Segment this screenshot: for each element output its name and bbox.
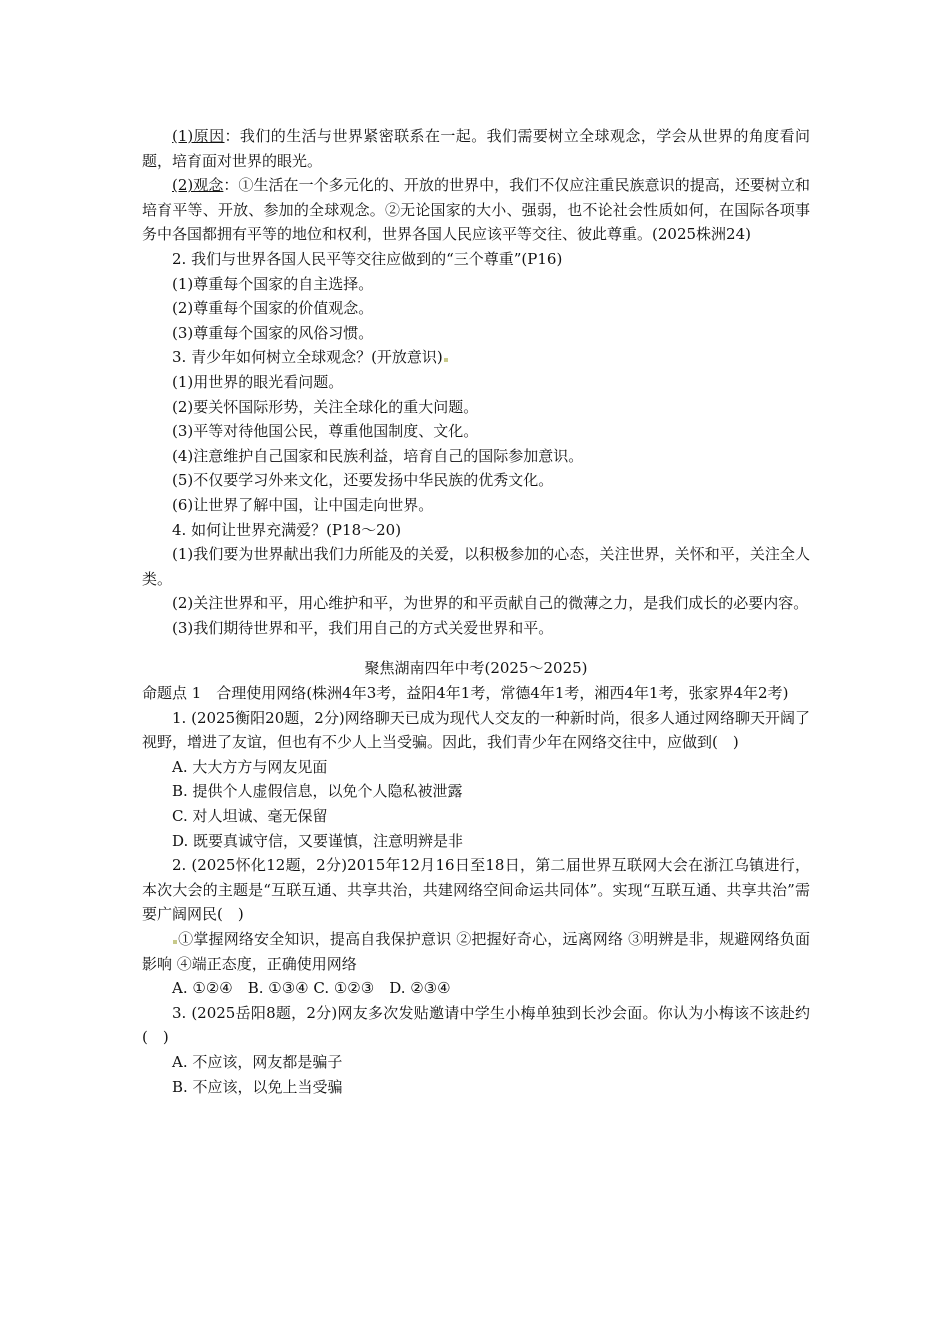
document-page xyxy=(142,124,810,1099)
exercise-2-statements-line xyxy=(142,927,810,976)
q3-item: (1)用世界的眼光看问题。 xyxy=(172,372,344,391)
q3-item: (2)要关怀国际形势，关注全球化的重大问题。 xyxy=(172,397,479,416)
exercise-1-option: D. 既要真诚守信，又要谨慎，注意明辨是非 xyxy=(172,831,464,850)
exercise-2-options: A. ①②④ B. ①③④ C. ①②③ D. ②③④ xyxy=(172,979,451,998)
exercise-3-option: B. 不应该，以免上当受骗 xyxy=(172,1077,343,1096)
concept-paragraph xyxy=(142,173,810,247)
q2-title: 2. 我们与世界各国人民平等交往应做到的“三个尊重”(P16) xyxy=(172,249,563,268)
exercise-2-statements: ①掌握网络安全知识，提高自我保护意识 ②把握好奇心，远离网络 ③明辨是非，规避网络负面影响 ④端正态度，正确使用网络 xyxy=(142,930,810,973)
exercise-3-option: A. 不应该，网友都是骗子 xyxy=(172,1052,343,1071)
exercise-1-option: A. 大大方方与网友见面 xyxy=(172,757,328,776)
exercise-1-stem: 1. (2025衡阳20题，2分)网络聊天已成为现代人交友的一种新时尚，很多人通过网络聊天开阔了视野，增进了友谊，但也有不少人上当受骗。因此，我们青少年在网络交往中，应做到( ) xyxy=(142,708,810,752)
q3-item: (3)平等对待他国公民，尊重他国制度、文化。 xyxy=(172,422,479,441)
concept-text: ：①生活在一个多元化的、开放的世界中，我们不仅应注重民族意识的提高，还要树立和培育平等、开放、参加的全球观念。②无论国家的大小、强弱，也不论社会性质如何，在国际各项事务中各国都拥有平等的地位和权利，世界各国人民应该平等交往、彼此尊重。(2025株洲24) xyxy=(142,176,810,244)
q2-item: (1)尊重每个国家的自主选择。 xyxy=(172,274,374,293)
q4-title: 4. 如何让世界充满爱？(P18～20) xyxy=(172,520,402,539)
q4-item: (2)关注世界和平，用心维护和平，为世界的和平贡献自己的微薄之力，是我们成长的必要内容。 xyxy=(172,594,809,613)
q2-item: (3)尊重每个国家的风俗习惯。 xyxy=(172,323,374,342)
exercise-3-stem: 3. (2025岳阳8题，2分)网友多次发贴邀请中学生小梅单独到长沙会面。你认为小梅该不该赴约( ) xyxy=(142,1003,810,1047)
q3-item: (4)注意维护自己国家和民族利益，培育自己的国际参加意识。 xyxy=(172,446,584,465)
concept-label: (2)观念 xyxy=(172,176,224,195)
q3-title-line xyxy=(142,345,810,370)
q3-item: (5)不仅要学习外来文化，还要发扬中华民族的优秀文化。 xyxy=(172,471,554,490)
highlight-mark xyxy=(173,940,177,944)
highlight-mark xyxy=(444,358,448,362)
q3-item: (6)让世界了解中国，让中国走向世界。 xyxy=(172,495,434,514)
q2-item: (2)尊重每个国家的价值观念。 xyxy=(172,299,374,318)
q4-item: (3)我们期待世界和平，我们用自己的方式关爱世界和平。 xyxy=(172,618,554,637)
exercise-1-option: B. 提供个人虚假信息，以免个人隐私被泄露 xyxy=(172,782,463,801)
section-title: 聚焦湖南四年中考(2025～2025) xyxy=(364,659,588,678)
exercise-2-stem: 2. (2025怀化12题，2分)2015年12月16日至18日，第二届世界互联网大会在浙江乌镇进行，本次大会的主题是“互联互通、共享共治，共建网络空间命运共同体”。实现“互联互通、共享共治”需要广阔网民( ) xyxy=(142,856,810,924)
q3-title: 3. 青少年如何树立全球观念？(开放意识) xyxy=(172,348,443,367)
topic-line: 命题点 1 合理使用网络(株洲4年3考，益阳4年1考，常德4年1考，湘西4年1考，张家界4年2考) xyxy=(142,684,789,703)
q4-item: (1)我们要为世界献出我们力所能及的关爱，以积极参加的心态，关注世界，关怀和平，关注全人类。 xyxy=(142,545,810,588)
reason-paragraph xyxy=(142,124,810,173)
exercise-1-option: C. 对人坦诚、毫无保留 xyxy=(172,807,328,826)
reason-text: ：我们的生活与世界紧密联系在一起。我们需要树立全球观念，学会从世界的角度看问题，培育面对世界的眼光。 xyxy=(142,127,810,170)
reason-label: (1)原因 xyxy=(172,127,225,145)
